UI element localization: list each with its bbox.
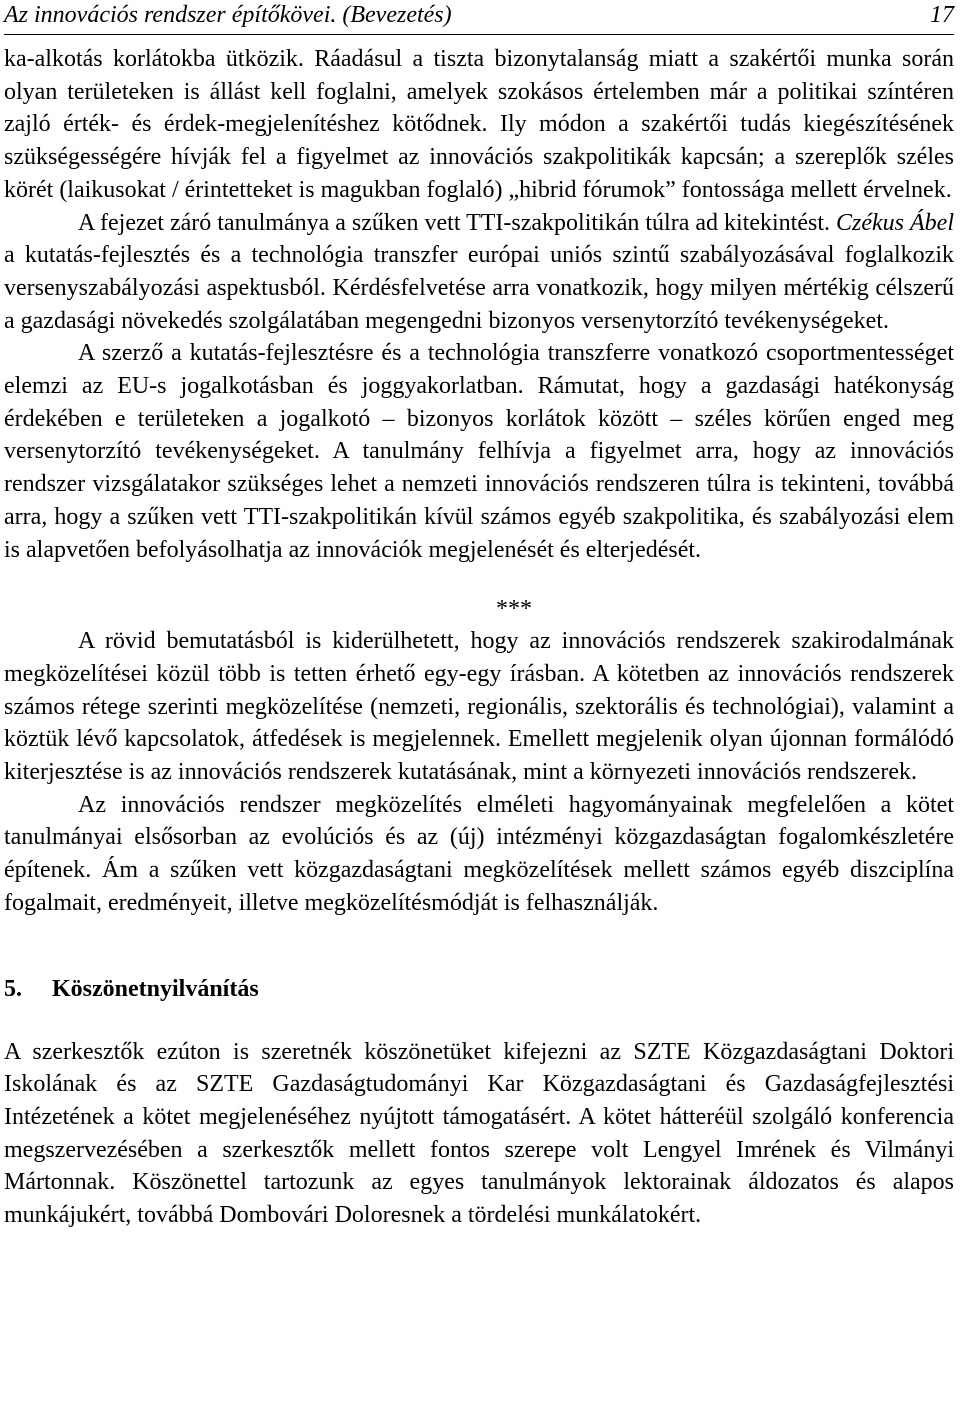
paragraph-author-analysis: A szerző a kutatás-fejlesztésre és a technológia transzferre vonatkozó csoportmentességet elemzi az EU-s jogalkotásban és joggyakorlatban. Rámutat, hogy a gazdasági hatékonyság érdekében e területeken a jogalkotó – bizonyos korlátok között – széles körűen enged meg versenytorzító tevékenységeket. A tanulmány felhívja a figyelmet arra, hogy az innovációs rendszer vizsgálatakor szükséges lehet a nemzeti innovációs rendszeren túlra is tekinteni, továbbá arra, hogy a szűken vett TTI-szakpolitikán kívül számos egyéb szakpolitika, és szabályozási elem is alapvetően befolyásolhatja az innovációk megjelenését és elterjedését. <box>4 340 954 563</box>
section-heading <box>4 973 954 1005</box>
page-number: 17 <box>930 2 954 28</box>
section-body-1 <box>4 43 954 566</box>
paragraph-summary: A rövid bemutatásból is kiderülhetett, hogy az innovációs rendszerek szakirodalmának megközelítései közül több is tetten érhető egy-egy írásban. A kötetben az innovációs rendszerek számos rétege szerinti megközelítése (nemzeti, regionális, szektorális és technológiai), valamint a köztük lévő kapcsolatok, átfedések is megjelennek. Emellett megjelenik olyan újonnan formálódó kiterjesztése is az innovációs rendszerek kutatásának, mint a környezeti innovációs rendszerek. <box>4 628 954 786</box>
section-body-2 <box>4 625 954 919</box>
paragraph-continuation: ka-alkotás korlátokba ütközik. Ráadásul a tiszta bizonytalanság miatt a szakértői munka során olyan területeken is állást kell foglalni, amelyek szokásos értelemben már a politikai színtéren zajló érték- és érdek-megjelenítéshez kötődnek. Ily módon a szakértői tudás kiegészítésének szükségességére hívják fel a figyelmet az innovációs szakpolitikák kapcsán; a szereplők széles körét (laikusokat / érintetteket is magukban foglaló) „hibrid fórumok” fontossága mellett érvelnek. <box>4 46 954 203</box>
section-title: Köszönetnyilvánítás <box>52 975 259 1002</box>
paragraph-acknowledgements: A szerkesztők ezúton is szeretnék köszönetüket kifejezni az SZTE Közgazdaságtani Doktori Iskolának és az SZTE Gazdaságtudományi Kar Közgazdaságtani és Gazdaságfejlesztési Intézetének a kötet megjelenéséhez nyújtott támogatásért. A kötet hátteréül szolgáló konferencia megszervezésében a szerkesztők mellett fontos szerepe volt Lengyel Imrének és Vilmányi Mártonnak. Köszönettel tartozunk az egyes tanulmányok lektorainak áldozatos és alapos munkájukért, továbbá Dombovári Doloresnek a tördelési munkálatokért. <box>4 1038 954 1229</box>
document-page <box>4 0 954 1232</box>
paragraph-theory: Az innovációs rendszer megközelítés elméleti hagyományainak megfelelően a kötet tanulmányai elsősorban az evolúciós és az (új) intézményi közgazdaságtan fogalomkészletére építenek. Ám a szűken vett közgazdaságtani megközelítések mellett számos egyéb diszciplína fogalmait, eredményeit, illetve megközelítésmódját is felhasználják. <box>4 791 954 916</box>
paragraph-lead: A fejezet záró tanulmánya a szűken vett TTI-szakpolitikán túlra ad kitekintést. <box>78 209 837 236</box>
acknowledgements-body <box>4 1036 954 1232</box>
running-header <box>4 0 954 35</box>
paragraph-rest: a kutatás-fejlesztés és a technológia transzfer európai uniós szintű szabályozásával foglalkozik versenyszabályozási aspektusból. Kérdésfelvetése arra vonatkozik, hogy milyen mértékig célszerű a gazdasági növekedés szolgálatában megengedni bizonyos versenytorzító tevékenységeket. <box>4 242 954 334</box>
section-number: 5. <box>4 975 22 1002</box>
section-separator: *** <box>496 596 532 623</box>
paragraph-final-study <box>4 207 954 338</box>
header-title: Az innovációs rendszer építőkövei. (Bevezetés) <box>4 2 452 28</box>
author-name: Czékus Ábel <box>836 209 954 236</box>
